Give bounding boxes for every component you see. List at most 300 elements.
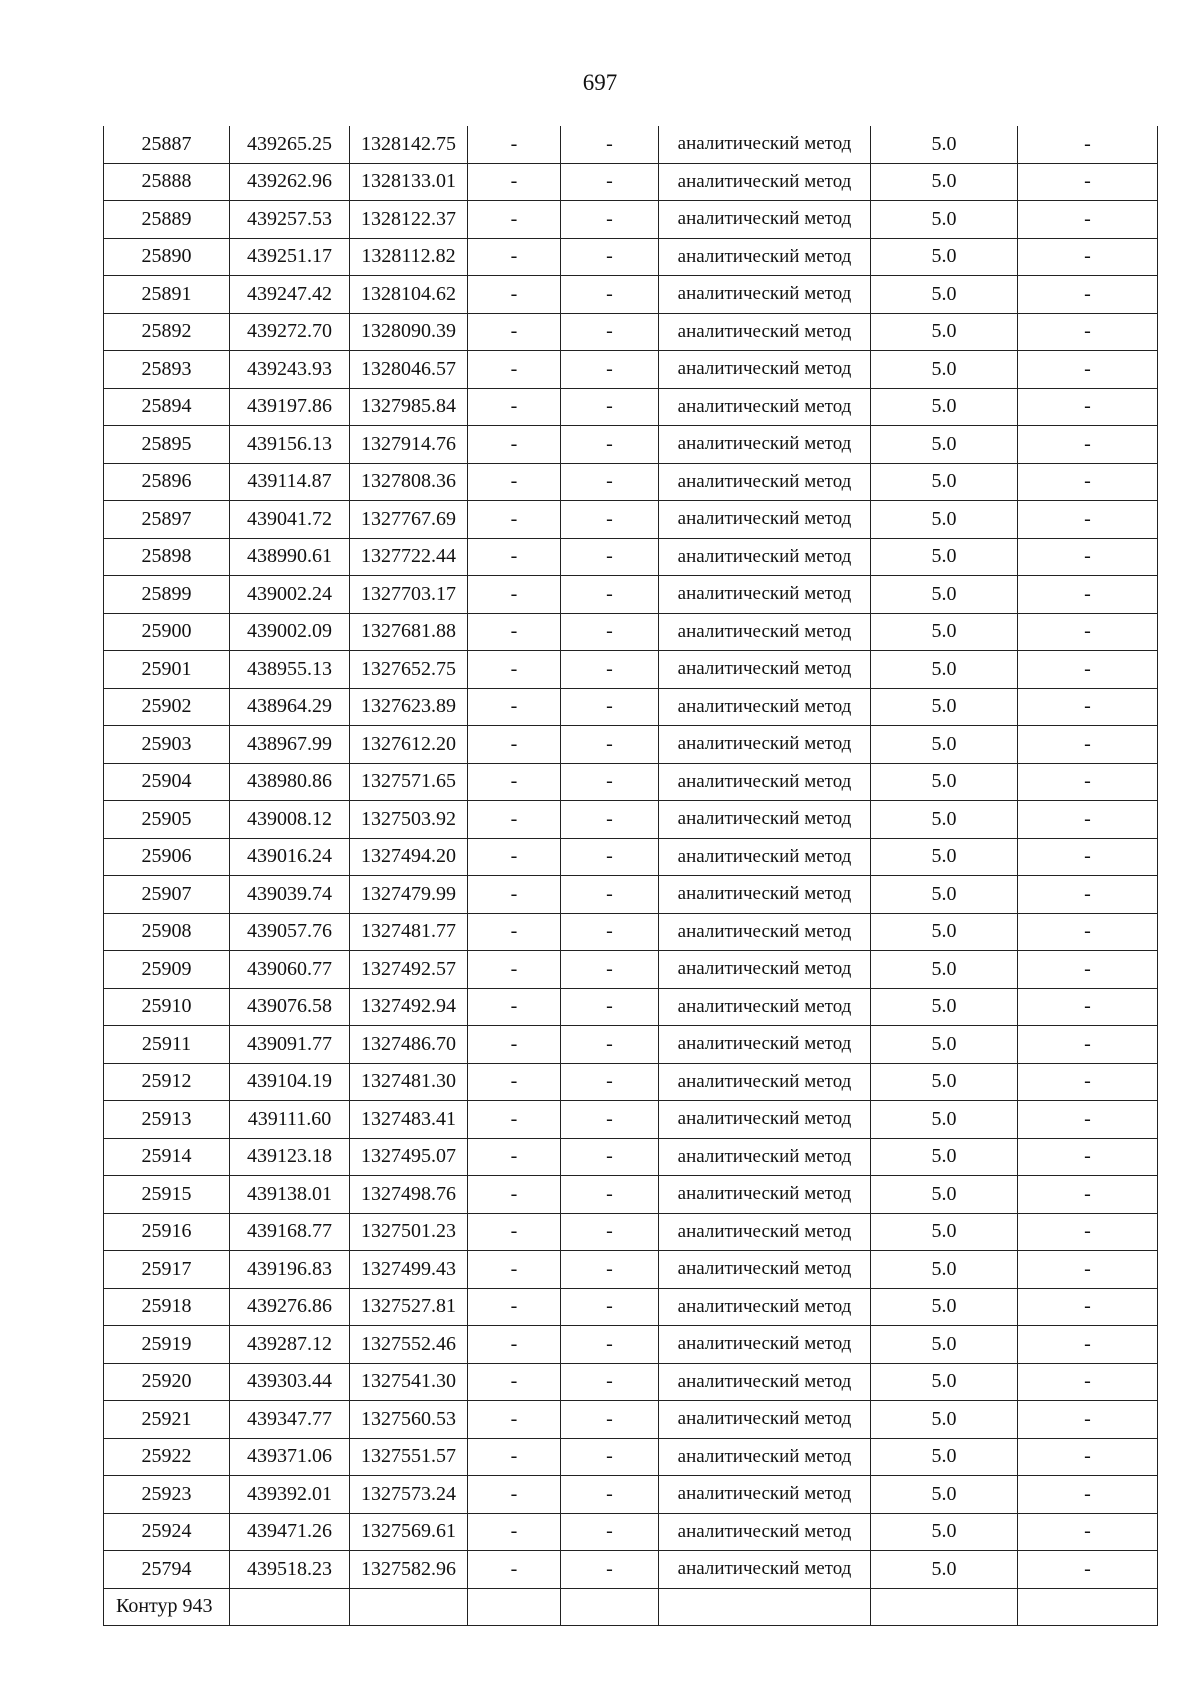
point-number-cell: 25908 bbox=[104, 913, 230, 951]
empty-cell bbox=[350, 1588, 468, 1626]
accuracy-cell: 5.0 bbox=[871, 388, 1018, 426]
method-cell: аналитический метод bbox=[659, 276, 871, 314]
accuracy-cell: 5.0 bbox=[871, 688, 1018, 726]
accuracy-cell: 5.0 bbox=[871, 726, 1018, 764]
empty-cell-a: - bbox=[468, 726, 561, 764]
empty-cell-a: - bbox=[468, 238, 561, 276]
accuracy-cell: 5.0 bbox=[871, 576, 1018, 614]
point-number-cell: 25918 bbox=[104, 1288, 230, 1326]
point-number-cell: 25916 bbox=[104, 1213, 230, 1251]
empty-cell-b: - bbox=[561, 613, 659, 651]
table-row bbox=[104, 276, 1158, 314]
table-row bbox=[104, 351, 1158, 389]
accuracy-cell: 5.0 bbox=[871, 426, 1018, 464]
empty-cell bbox=[1018, 1588, 1158, 1626]
empty-cell-c: - bbox=[1018, 126, 1158, 163]
empty-cell-c: - bbox=[1018, 838, 1158, 876]
empty-cell-a: - bbox=[468, 1026, 561, 1064]
y-coordinate-cell: 1328122.37 bbox=[350, 201, 468, 239]
page-number: 697 bbox=[582, 70, 618, 95]
point-number-cell: 25892 bbox=[104, 313, 230, 351]
method-cell: аналитический метод bbox=[659, 1213, 871, 1251]
y-coordinate-cell: 1327914.76 bbox=[350, 426, 468, 464]
table-row bbox=[104, 576, 1158, 614]
point-number-cell: 25903 bbox=[104, 726, 230, 764]
y-coordinate-cell: 1327486.70 bbox=[350, 1026, 468, 1064]
y-coordinate-cell: 1328112.82 bbox=[350, 238, 468, 276]
table-row bbox=[104, 1476, 1158, 1514]
point-number-cell: 25889 bbox=[104, 201, 230, 239]
accuracy-cell: 5.0 bbox=[871, 1513, 1018, 1551]
accuracy-cell: 5.0 bbox=[871, 1551, 1018, 1589]
accuracy-cell: 5.0 bbox=[871, 163, 1018, 201]
y-coordinate-cell: 1327527.81 bbox=[350, 1288, 468, 1326]
y-coordinate-cell: 1327722.44 bbox=[350, 538, 468, 576]
empty-cell-b: - bbox=[561, 538, 659, 576]
empty-cell-a: - bbox=[468, 351, 561, 389]
empty-cell-c: - bbox=[1018, 913, 1158, 951]
point-number-cell: 25906 bbox=[104, 838, 230, 876]
table-row bbox=[104, 538, 1158, 576]
table-row bbox=[104, 1401, 1158, 1439]
table-row bbox=[104, 1176, 1158, 1214]
x-coordinate-cell: 439265.25 bbox=[230, 126, 350, 163]
accuracy-cell: 5.0 bbox=[871, 1176, 1018, 1214]
empty-cell-a: - bbox=[468, 1251, 561, 1289]
empty-cell-b: - bbox=[561, 163, 659, 201]
empty-cell-b: - bbox=[561, 1251, 659, 1289]
accuracy-cell: 5.0 bbox=[871, 913, 1018, 951]
empty-cell-c: - bbox=[1018, 1288, 1158, 1326]
empty-cell bbox=[561, 1588, 659, 1626]
y-coordinate-cell: 1327985.84 bbox=[350, 388, 468, 426]
y-coordinate-cell: 1327495.07 bbox=[350, 1138, 468, 1176]
table-row bbox=[104, 726, 1158, 764]
y-coordinate-cell: 1327652.75 bbox=[350, 651, 468, 689]
accuracy-cell: 5.0 bbox=[871, 1063, 1018, 1101]
empty-cell-b: - bbox=[561, 951, 659, 989]
method-cell: аналитический метод bbox=[659, 501, 871, 539]
empty-cell-c: - bbox=[1018, 238, 1158, 276]
accuracy-cell: 5.0 bbox=[871, 613, 1018, 651]
empty-cell-c: - bbox=[1018, 576, 1158, 614]
empty-cell-c: - bbox=[1018, 1176, 1158, 1214]
x-coordinate-cell: 438967.99 bbox=[230, 726, 350, 764]
point-number-cell: 25898 bbox=[104, 538, 230, 576]
accuracy-cell: 5.0 bbox=[871, 1326, 1018, 1364]
method-cell: аналитический метод bbox=[659, 1176, 871, 1214]
x-coordinate-cell: 439060.77 bbox=[230, 951, 350, 989]
point-number-cell: 25921 bbox=[104, 1401, 230, 1439]
empty-cell-a: - bbox=[468, 763, 561, 801]
accuracy-cell: 5.0 bbox=[871, 651, 1018, 689]
y-coordinate-cell: 1328090.39 bbox=[350, 313, 468, 351]
empty-cell-a: - bbox=[468, 1213, 561, 1251]
empty-cell-b: - bbox=[561, 1138, 659, 1176]
accuracy-cell: 5.0 bbox=[871, 463, 1018, 501]
point-number-cell: 25902 bbox=[104, 688, 230, 726]
empty-cell-a: - bbox=[468, 1551, 561, 1589]
empty-cell-a: - bbox=[468, 126, 561, 163]
point-number-cell: 25890 bbox=[104, 238, 230, 276]
empty-cell-b: - bbox=[561, 201, 659, 239]
method-cell: аналитический метод bbox=[659, 576, 871, 614]
empty-cell-a: - bbox=[468, 688, 561, 726]
empty-cell-b: - bbox=[561, 651, 659, 689]
table-row bbox=[104, 838, 1158, 876]
y-coordinate-cell: 1327551.57 bbox=[350, 1438, 468, 1476]
empty-cell-c: - bbox=[1018, 1438, 1158, 1476]
table-row bbox=[104, 1026, 1158, 1064]
accuracy-cell: 5.0 bbox=[871, 951, 1018, 989]
method-cell: аналитический метод bbox=[659, 126, 871, 163]
x-coordinate-cell: 439008.12 bbox=[230, 801, 350, 839]
empty-cell-a: - bbox=[468, 1513, 561, 1551]
x-coordinate-cell: 439057.76 bbox=[230, 913, 350, 951]
table-row bbox=[104, 688, 1158, 726]
method-cell: аналитический метод bbox=[659, 351, 871, 389]
table-row bbox=[104, 1101, 1158, 1139]
empty-cell-a: - bbox=[468, 1063, 561, 1101]
method-cell: аналитический метод bbox=[659, 763, 871, 801]
method-cell: аналитический метод bbox=[659, 1476, 871, 1514]
empty-cell-c: - bbox=[1018, 1063, 1158, 1101]
empty-cell-b: - bbox=[561, 1213, 659, 1251]
empty-cell-b: - bbox=[561, 426, 659, 464]
point-number-cell: 25900 bbox=[104, 613, 230, 651]
x-coordinate-cell: 438964.29 bbox=[230, 688, 350, 726]
empty-cell-b: - bbox=[561, 388, 659, 426]
point-number-cell: 25895 bbox=[104, 426, 230, 464]
y-coordinate-cell: 1327498.76 bbox=[350, 1176, 468, 1214]
accuracy-cell: 5.0 bbox=[871, 988, 1018, 1026]
table-row bbox=[104, 163, 1158, 201]
empty-cell-a: - bbox=[468, 576, 561, 614]
accuracy-cell: 5.0 bbox=[871, 501, 1018, 539]
empty-cell-a: - bbox=[468, 313, 561, 351]
empty-cell-a: - bbox=[468, 501, 561, 539]
point-number-cell: 25897 bbox=[104, 501, 230, 539]
method-cell: аналитический метод bbox=[659, 463, 871, 501]
empty-cell-a: - bbox=[468, 1288, 561, 1326]
empty-cell-c: - bbox=[1018, 988, 1158, 1026]
empty-cell-b: - bbox=[561, 726, 659, 764]
empty-cell-b: - bbox=[561, 801, 659, 839]
empty-cell-c: - bbox=[1018, 201, 1158, 239]
empty-cell-b: - bbox=[561, 351, 659, 389]
method-cell: аналитический метод bbox=[659, 313, 871, 351]
empty-cell-a: - bbox=[468, 838, 561, 876]
table-row bbox=[104, 426, 1158, 464]
x-coordinate-cell: 439111.60 bbox=[230, 1101, 350, 1139]
x-coordinate-cell: 439257.53 bbox=[230, 201, 350, 239]
method-cell: аналитический метод bbox=[659, 1326, 871, 1364]
y-coordinate-cell: 1327483.41 bbox=[350, 1101, 468, 1139]
method-cell: аналитический метод bbox=[659, 426, 871, 464]
y-coordinate-cell: 1327767.69 bbox=[350, 501, 468, 539]
table-row bbox=[104, 913, 1158, 951]
table-row bbox=[104, 1251, 1158, 1289]
point-number-cell: 25910 bbox=[104, 988, 230, 1026]
empty-cell-b: - bbox=[561, 576, 659, 614]
table-row bbox=[104, 1551, 1158, 1589]
x-coordinate-cell: 438955.13 bbox=[230, 651, 350, 689]
empty-cell-b: - bbox=[561, 1363, 659, 1401]
empty-cell-c: - bbox=[1018, 1476, 1158, 1514]
table-row bbox=[104, 238, 1158, 276]
y-coordinate-cell: 1327481.77 bbox=[350, 913, 468, 951]
point-number-cell: 25794 bbox=[104, 1551, 230, 1589]
y-coordinate-cell: 1328046.57 bbox=[350, 351, 468, 389]
y-coordinate-cell: 1327623.89 bbox=[350, 688, 468, 726]
empty-cell-a: - bbox=[468, 1438, 561, 1476]
method-cell: аналитический метод bbox=[659, 951, 871, 989]
empty-cell-b: - bbox=[561, 276, 659, 314]
table-row bbox=[104, 1063, 1158, 1101]
x-coordinate-cell: 439371.06 bbox=[230, 1438, 350, 1476]
method-cell: аналитический метод bbox=[659, 1138, 871, 1176]
x-coordinate-cell: 439197.86 bbox=[230, 388, 350, 426]
accuracy-cell: 5.0 bbox=[871, 801, 1018, 839]
accuracy-cell: 5.0 bbox=[871, 1138, 1018, 1176]
point-number-cell: 25923 bbox=[104, 1476, 230, 1514]
y-coordinate-cell: 1327499.43 bbox=[350, 1251, 468, 1289]
y-coordinate-cell: 1327492.94 bbox=[350, 988, 468, 1026]
y-coordinate-cell: 1327501.23 bbox=[350, 1213, 468, 1251]
empty-cell-a: - bbox=[468, 613, 561, 651]
empty-cell-a: - bbox=[468, 1176, 561, 1214]
point-number-cell: 25919 bbox=[104, 1326, 230, 1364]
empty-cell-c: - bbox=[1018, 501, 1158, 539]
x-coordinate-cell: 439303.44 bbox=[230, 1363, 350, 1401]
y-coordinate-cell: 1327569.61 bbox=[350, 1513, 468, 1551]
empty-cell-c: - bbox=[1018, 463, 1158, 501]
method-cell: аналитический метод bbox=[659, 876, 871, 914]
y-coordinate-cell: 1327703.17 bbox=[350, 576, 468, 614]
accuracy-cell: 5.0 bbox=[871, 1363, 1018, 1401]
table-row bbox=[104, 1138, 1158, 1176]
table-row bbox=[104, 501, 1158, 539]
method-cell: аналитический метод bbox=[659, 988, 871, 1026]
point-number-cell: 25901 bbox=[104, 651, 230, 689]
x-coordinate-cell: 439196.83 bbox=[230, 1251, 350, 1289]
accuracy-cell: 5.0 bbox=[871, 238, 1018, 276]
empty-cell-b: - bbox=[561, 1438, 659, 1476]
method-cell: аналитический метод bbox=[659, 913, 871, 951]
accuracy-cell: 5.0 bbox=[871, 276, 1018, 314]
method-cell: аналитический метод bbox=[659, 388, 871, 426]
empty-cell-b: - bbox=[561, 838, 659, 876]
x-coordinate-cell: 439243.93 bbox=[230, 351, 350, 389]
empty-cell-b: - bbox=[561, 988, 659, 1026]
empty-cell-a: - bbox=[468, 1476, 561, 1514]
table-row bbox=[104, 801, 1158, 839]
x-coordinate-cell: 439168.77 bbox=[230, 1213, 350, 1251]
x-coordinate-cell: 439156.13 bbox=[230, 426, 350, 464]
empty-cell-c: - bbox=[1018, 876, 1158, 914]
empty-cell-c: - bbox=[1018, 1101, 1158, 1139]
accuracy-cell: 5.0 bbox=[871, 763, 1018, 801]
x-coordinate-cell: 439104.19 bbox=[230, 1063, 350, 1101]
y-coordinate-cell: 1327612.20 bbox=[350, 726, 468, 764]
y-coordinate-cell: 1327552.46 bbox=[350, 1326, 468, 1364]
y-coordinate-cell: 1327808.36 bbox=[350, 463, 468, 501]
point-number-cell: 25917 bbox=[104, 1251, 230, 1289]
empty-cell-a: - bbox=[468, 913, 561, 951]
contour-label: Контур 943 bbox=[104, 1588, 230, 1626]
empty-cell-a: - bbox=[468, 276, 561, 314]
method-cell: аналитический метод bbox=[659, 1513, 871, 1551]
table-row bbox=[104, 1213, 1158, 1251]
empty-cell-a: - bbox=[468, 1326, 561, 1364]
x-coordinate-cell: 439287.12 bbox=[230, 1326, 350, 1364]
empty-cell-c: - bbox=[1018, 538, 1158, 576]
accuracy-cell: 5.0 bbox=[871, 1476, 1018, 1514]
empty-cell-b: - bbox=[561, 1288, 659, 1326]
empty-cell-b: - bbox=[561, 501, 659, 539]
table-row bbox=[104, 313, 1158, 351]
x-coordinate-cell: 439471.26 bbox=[230, 1513, 350, 1551]
y-coordinate-cell: 1327582.96 bbox=[350, 1551, 468, 1589]
table-row bbox=[104, 763, 1158, 801]
y-coordinate-cell: 1328133.01 bbox=[350, 163, 468, 201]
empty-cell-c: - bbox=[1018, 426, 1158, 464]
accuracy-cell: 5.0 bbox=[871, 1213, 1018, 1251]
table-row bbox=[104, 201, 1158, 239]
method-cell: аналитический метод bbox=[659, 1288, 871, 1326]
empty-cell-a: - bbox=[468, 1401, 561, 1439]
empty-cell-c: - bbox=[1018, 951, 1158, 989]
empty-cell-c: - bbox=[1018, 1213, 1158, 1251]
method-cell: аналитический метод bbox=[659, 1438, 871, 1476]
table-row bbox=[104, 951, 1158, 989]
contour-row bbox=[104, 1588, 1158, 1626]
empty-cell-a: - bbox=[468, 801, 561, 839]
empty-cell-c: - bbox=[1018, 163, 1158, 201]
empty-cell-b: - bbox=[561, 1513, 659, 1551]
empty-cell-c: - bbox=[1018, 313, 1158, 351]
x-coordinate-cell: 439272.70 bbox=[230, 313, 350, 351]
empty-cell-b: - bbox=[561, 1551, 659, 1589]
x-coordinate-cell: 439039.74 bbox=[230, 876, 350, 914]
empty-cell-c: - bbox=[1018, 763, 1158, 801]
accuracy-cell: 5.0 bbox=[871, 1101, 1018, 1139]
empty-cell bbox=[871, 1588, 1018, 1626]
y-coordinate-cell: 1327479.99 bbox=[350, 876, 468, 914]
empty-cell-c: - bbox=[1018, 801, 1158, 839]
accuracy-cell: 5.0 bbox=[871, 1026, 1018, 1064]
x-coordinate-cell: 439518.23 bbox=[230, 1551, 350, 1589]
y-coordinate-cell: 1327681.88 bbox=[350, 613, 468, 651]
empty-cell-b: - bbox=[561, 1401, 659, 1439]
table-row bbox=[104, 1326, 1158, 1364]
x-coordinate-cell: 439347.77 bbox=[230, 1401, 350, 1439]
accuracy-cell: 5.0 bbox=[871, 1251, 1018, 1289]
y-coordinate-cell: 1327492.57 bbox=[350, 951, 468, 989]
accuracy-cell: 5.0 bbox=[871, 351, 1018, 389]
y-coordinate-cell: 1327503.92 bbox=[350, 801, 468, 839]
empty-cell-c: - bbox=[1018, 1551, 1158, 1589]
point-number-cell: 25915 bbox=[104, 1176, 230, 1214]
accuracy-cell: 5.0 bbox=[871, 538, 1018, 576]
point-number-cell: 25896 bbox=[104, 463, 230, 501]
empty-cell-a: - bbox=[468, 1101, 561, 1139]
table-row bbox=[104, 126, 1158, 163]
point-number-cell: 25899 bbox=[104, 576, 230, 614]
method-cell: аналитический метод bbox=[659, 1363, 871, 1401]
empty-cell-a: - bbox=[468, 951, 561, 989]
point-number-cell: 25891 bbox=[104, 276, 230, 314]
accuracy-cell: 5.0 bbox=[871, 838, 1018, 876]
x-coordinate-cell: 439247.42 bbox=[230, 276, 350, 314]
empty-cell-b: - bbox=[561, 313, 659, 351]
empty-cell-a: - bbox=[468, 538, 561, 576]
accuracy-cell: 5.0 bbox=[871, 1438, 1018, 1476]
table-row bbox=[104, 876, 1158, 914]
x-coordinate-cell: 439262.96 bbox=[230, 163, 350, 201]
empty-cell bbox=[659, 1588, 871, 1626]
empty-cell-b: - bbox=[561, 1101, 659, 1139]
empty-cell-c: - bbox=[1018, 1138, 1158, 1176]
point-number-cell: 25920 bbox=[104, 1363, 230, 1401]
point-number-cell: 25922 bbox=[104, 1438, 230, 1476]
empty-cell bbox=[230, 1588, 350, 1626]
x-coordinate-cell: 439392.01 bbox=[230, 1476, 350, 1514]
table-row bbox=[104, 463, 1158, 501]
y-coordinate-cell: 1327571.65 bbox=[350, 763, 468, 801]
y-coordinate-cell: 1327541.30 bbox=[350, 1363, 468, 1401]
empty-cell-c: - bbox=[1018, 1026, 1158, 1064]
method-cell: аналитический метод bbox=[659, 838, 871, 876]
coordinates-table bbox=[103, 126, 1158, 1626]
point-number-cell: 25905 bbox=[104, 801, 230, 839]
point-number-cell: 25904 bbox=[104, 763, 230, 801]
point-number-cell: 25888 bbox=[104, 163, 230, 201]
empty-cell-c: - bbox=[1018, 726, 1158, 764]
empty-cell-c: - bbox=[1018, 388, 1158, 426]
accuracy-cell: 5.0 bbox=[871, 126, 1018, 163]
table-body bbox=[104, 126, 1158, 1626]
y-coordinate-cell: 1327560.53 bbox=[350, 1401, 468, 1439]
accuracy-cell: 5.0 bbox=[871, 313, 1018, 351]
method-cell: аналитический метод bbox=[659, 1551, 871, 1589]
method-cell: аналитический метод bbox=[659, 726, 871, 764]
empty-cell-a: - bbox=[468, 1363, 561, 1401]
y-coordinate-cell: 1328142.75 bbox=[350, 126, 468, 163]
empty-cell-b: - bbox=[561, 1176, 659, 1214]
table-row bbox=[104, 388, 1158, 426]
method-cell: аналитический метод bbox=[659, 1251, 871, 1289]
empty-cell-c: - bbox=[1018, 688, 1158, 726]
empty-cell bbox=[468, 1588, 561, 1626]
point-number-cell: 25893 bbox=[104, 351, 230, 389]
x-coordinate-cell: 439276.86 bbox=[230, 1288, 350, 1326]
point-number-cell: 25909 bbox=[104, 951, 230, 989]
empty-cell-a: - bbox=[468, 163, 561, 201]
table-row bbox=[104, 651, 1158, 689]
empty-cell-a: - bbox=[468, 1138, 561, 1176]
accuracy-cell: 5.0 bbox=[871, 876, 1018, 914]
x-coordinate-cell: 439041.72 bbox=[230, 501, 350, 539]
method-cell: аналитический метод bbox=[659, 688, 871, 726]
point-number-cell: 25907 bbox=[104, 876, 230, 914]
table-row bbox=[104, 1288, 1158, 1326]
empty-cell-b: - bbox=[561, 1326, 659, 1364]
empty-cell-b: - bbox=[561, 763, 659, 801]
point-number-cell: 25924 bbox=[104, 1513, 230, 1551]
point-number-cell: 25914 bbox=[104, 1138, 230, 1176]
y-coordinate-cell: 1327573.24 bbox=[350, 1476, 468, 1514]
